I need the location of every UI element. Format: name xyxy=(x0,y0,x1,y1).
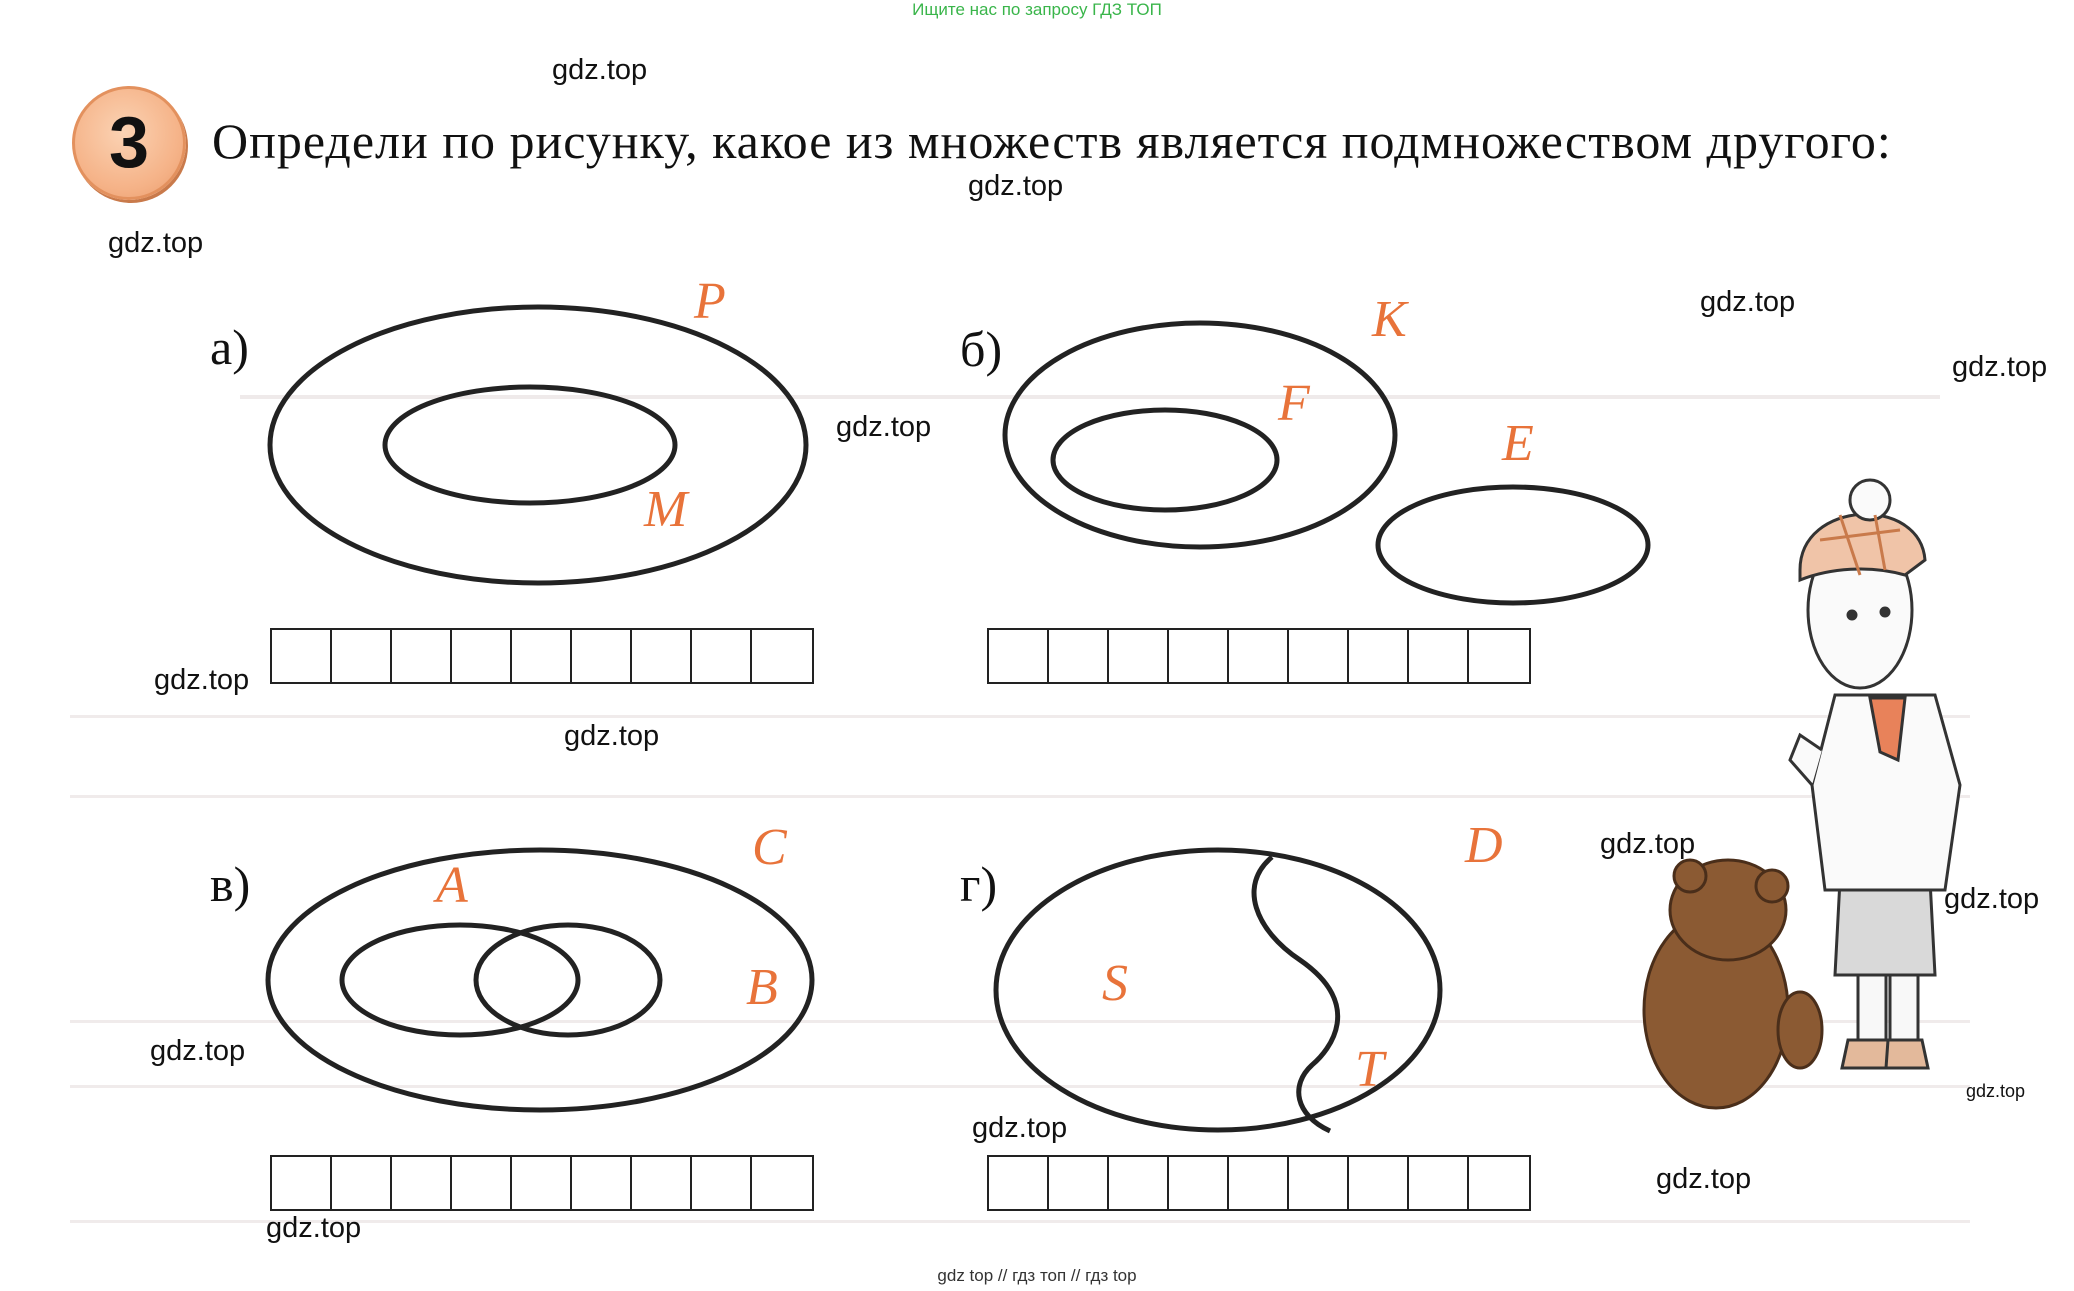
answer-cell[interactable] xyxy=(1109,1157,1169,1209)
diagram-a xyxy=(270,307,806,583)
illustration xyxy=(1644,480,1960,1108)
set-e-ellipse xyxy=(1378,487,1648,603)
set-label-f: F xyxy=(1278,375,1310,432)
watermark: gdz.top xyxy=(564,720,660,752)
set-label-e: E xyxy=(1502,415,1534,472)
watermark: gdz.top xyxy=(552,54,648,86)
answer-cell[interactable] xyxy=(452,1157,512,1209)
watermark: gdz.top xyxy=(972,1112,1068,1144)
answer-cell[interactable] xyxy=(1289,630,1349,682)
answer-cell[interactable] xyxy=(632,1157,692,1209)
set-a-ellipse xyxy=(342,925,578,1035)
answer-cell[interactable] xyxy=(989,1157,1049,1209)
answer-cell[interactable] xyxy=(692,630,752,682)
watermark: gdz.top xyxy=(968,170,1064,202)
watermark: gdz.top xyxy=(1952,351,2048,383)
set-f-ellipse xyxy=(1053,410,1277,510)
set-p-ellipse xyxy=(270,307,806,583)
answer-cell[interactable] xyxy=(1229,1157,1289,1209)
answer-grid-b[interactable] xyxy=(987,628,1531,684)
boy-figure xyxy=(1790,480,1960,1068)
answer-cell[interactable] xyxy=(572,1157,632,1209)
watermark: gdz.top xyxy=(1600,828,1696,860)
set-label-s: S xyxy=(1102,955,1128,1012)
answer-cell[interactable] xyxy=(752,630,812,682)
watermark: gdz.top xyxy=(150,1035,246,1067)
set-label-t: T xyxy=(1355,1041,1384,1098)
watermark: gdz.top xyxy=(154,664,250,696)
set-label-m: M xyxy=(644,481,688,538)
part-label-v: в) xyxy=(210,856,251,912)
answer-cell[interactable] xyxy=(1049,1157,1109,1209)
set-label-k: K xyxy=(1372,291,1407,348)
answer-cell[interactable] xyxy=(272,630,332,682)
watermark: gdz.top xyxy=(108,227,204,259)
answer-cell[interactable] xyxy=(1469,630,1529,682)
answer-cell[interactable] xyxy=(752,1157,812,1209)
answer-cell[interactable] xyxy=(1229,630,1289,682)
answer-cell[interactable] xyxy=(692,1157,752,1209)
set-k-ellipse xyxy=(1005,323,1395,547)
set-label-p: P xyxy=(694,273,726,330)
answer-grid-g[interactable] xyxy=(987,1155,1531,1211)
watermark: gdz.top xyxy=(1700,286,1796,318)
answer-cell[interactable] xyxy=(332,1157,392,1209)
answer-cell[interactable] xyxy=(989,630,1049,682)
diagram-v xyxy=(268,850,812,1110)
part-label-g: г) xyxy=(960,856,998,912)
answer-cell[interactable] xyxy=(392,1157,452,1209)
answer-cell[interactable] xyxy=(1349,1157,1409,1209)
answer-cell[interactable] xyxy=(1409,1157,1469,1209)
watermark: gdz.top xyxy=(266,1212,362,1244)
task-text: Определи по рисунку, какое из множеств является подмножеством другого: xyxy=(212,113,1892,169)
answer-cell[interactable] xyxy=(1349,630,1409,682)
answer-cell[interactable] xyxy=(332,630,392,682)
answer-cell[interactable] xyxy=(1169,630,1229,682)
answer-cell[interactable] xyxy=(392,630,452,682)
watermark: gdz.top xyxy=(1944,883,2040,915)
answer-grid-v[interactable] xyxy=(270,1155,814,1211)
answer-grid-a[interactable] xyxy=(270,628,814,684)
footer-note: gdz top // гдз топ // гдз top xyxy=(937,1266,1137,1285)
answer-cell[interactable] xyxy=(452,630,512,682)
watermark: gdz.top xyxy=(1656,1163,1752,1195)
set-label-d: D xyxy=(1465,817,1503,874)
answer-cell[interactable] xyxy=(512,1157,572,1209)
answer-cell[interactable] xyxy=(1049,630,1109,682)
answer-cell[interactable] xyxy=(1289,1157,1349,1209)
answer-cell[interactable] xyxy=(1409,630,1469,682)
answer-cell[interactable] xyxy=(1109,630,1169,682)
answer-cell[interactable] xyxy=(572,630,632,682)
answer-cell[interactable] xyxy=(512,630,572,682)
watermark: gdz.top xyxy=(1966,1081,2026,1101)
part-label-a: а) xyxy=(210,319,249,375)
set-m-ellipse xyxy=(385,387,675,503)
diagram-b xyxy=(1005,323,1648,603)
answer-cell[interactable] xyxy=(632,630,692,682)
answer-cell[interactable] xyxy=(1169,1157,1229,1209)
teddy-bear-figure xyxy=(1644,860,1822,1108)
set-label-b: B xyxy=(746,959,778,1016)
answer-cell[interactable] xyxy=(272,1157,332,1209)
watermark: gdz.top xyxy=(836,411,932,443)
set-c-ellipse xyxy=(268,850,812,1110)
part-label-b: б) xyxy=(960,321,1003,377)
set-label-c: C xyxy=(752,819,787,876)
set-split-curve xyxy=(1254,857,1338,1131)
answer-cell[interactable] xyxy=(1469,1157,1529,1209)
task-number: 3 xyxy=(108,103,150,183)
header-note: Ищите нас по запросу ГДЗ ТОП xyxy=(912,0,1162,19)
set-label-a: A xyxy=(436,857,468,914)
set-b-ellipse xyxy=(476,925,660,1035)
